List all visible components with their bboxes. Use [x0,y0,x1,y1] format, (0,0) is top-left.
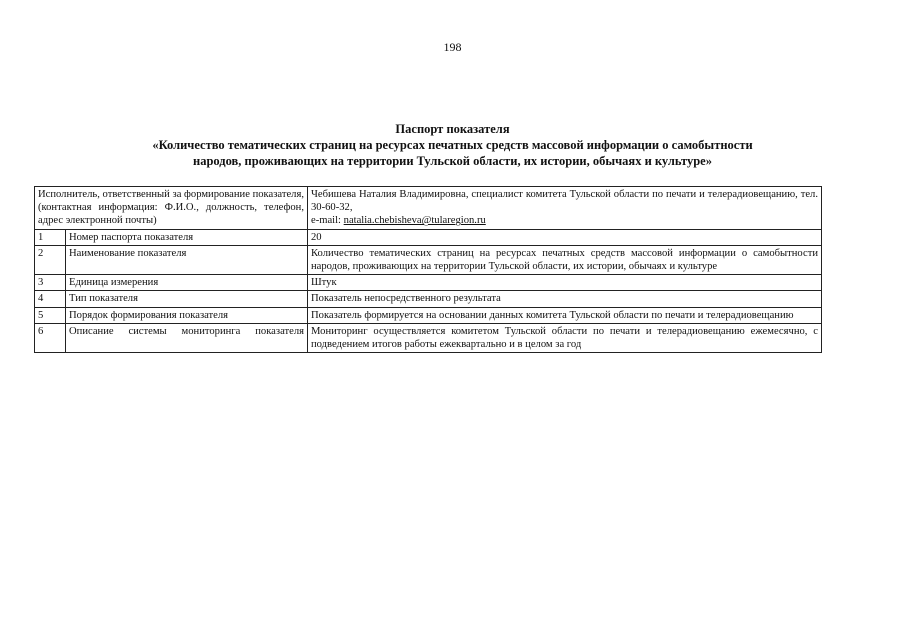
table-row [35,323,822,352]
row-name: Единица измерения [66,275,308,291]
executor-label: Исполнитель, ответственный за формирование показателя, (контактная информация: Ф.И.О., должность, телефон, адрес электронной почты) [35,187,308,230]
email-prefix: e-mail: [311,215,344,227]
row-number: 6 [35,323,66,352]
table-row-executor [35,187,822,230]
table-row [35,291,822,307]
row-number: 3 [35,275,66,291]
table-row [35,307,822,323]
title-line-3: народов, проживающих на территории Тульской области, их истории, обычаях и культуре» [193,154,712,168]
row-value: Показатель непосредственного результата [308,291,822,307]
row-number: 5 [35,307,66,323]
row-value: Мониторинг осуществляется комитетом Тульской области по печати и телерадиовещанию ежемесячно, с подведением итогов работы ежеквартально и в целом за год [308,323,822,352]
row-name: Описание системы мониторинга показателя [66,323,308,352]
row-number: 2 [35,245,66,274]
executor-text: Чебишева Наталия Владимировна, специалист комитета Тульской области по печати и телерадиовещанию, тел. 30-60-32, [311,189,818,214]
row-name: Номер паспорта показателя [66,229,308,245]
email-link[interactable]: natalia.chebisheva@tularegion.ru [343,215,486,227]
document-title [60,121,845,169]
title-line-1: Паспорт показателя [395,122,510,136]
page-number: 198 [443,40,462,54]
passport-table [34,186,822,353]
row-value: Штук [308,275,822,291]
title-line-2: «Количество тематических страниц на ресурсах печатных средств массовой информации о самобытности [152,138,753,152]
row-name: Тип показателя [66,291,308,307]
row-value: Показатель формируется на основании данных комитета Тульской области по печати и телерадиовещанию [308,307,822,323]
row-name: Порядок формирования показателя [66,307,308,323]
table-row [35,275,822,291]
row-value: Количество тематических страниц на ресурсах печатных средств массовой информации о самобытности народов, проживающих на территории Тульской области, их истории, обычаях и культуре [308,245,822,274]
table-row [35,245,822,274]
executor-value [308,187,822,230]
row-number: 1 [35,229,66,245]
row-value: 20 [308,229,822,245]
row-number: 4 [35,291,66,307]
row-name: Наименование показателя [66,245,308,274]
table-row [35,229,822,245]
